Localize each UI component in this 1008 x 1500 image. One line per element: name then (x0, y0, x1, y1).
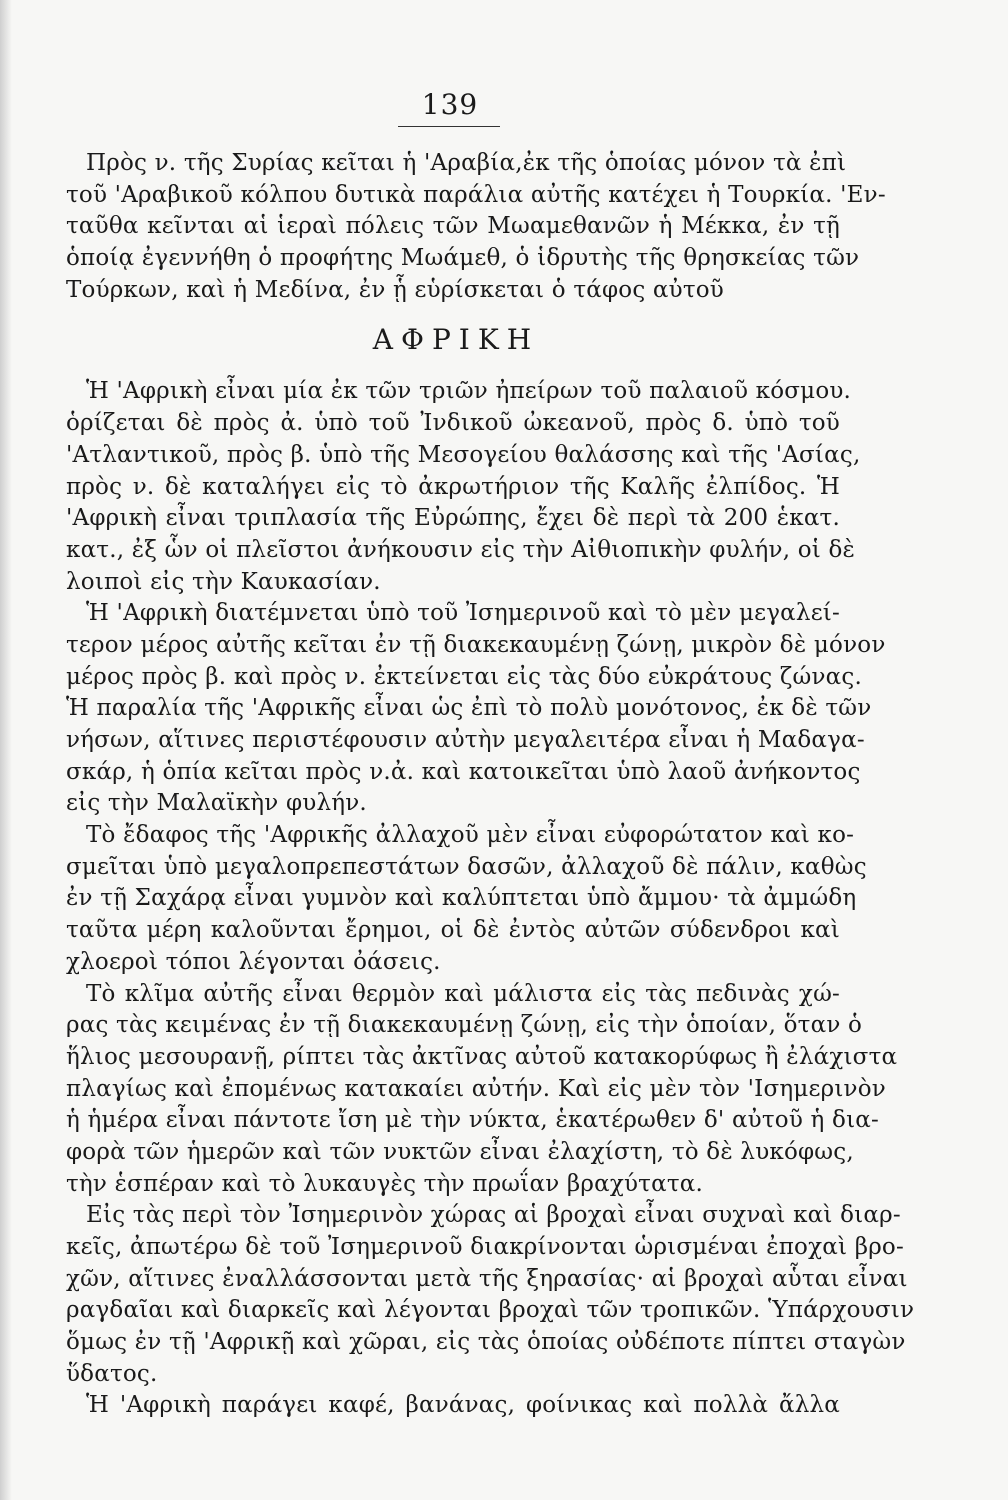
text-line: ταῦτα μέρη καλοῦνται ἔρημοι, οἱ δὲ ἐντὸς αὐτῶν σύδενδροι καὶ (66, 917, 840, 944)
text-line: κατ., ἐξ ὧν οἱ πλεῖστοι ἀνήκουσιν εἰς τὴν Αἰθιοπικὴν φυλήν, οἱ δὲ (66, 536, 856, 563)
text-line: Ἡ 'Αφρικὴ παράγει καφέ, βανάνας, φοίνικας καὶ πολλὰ ἄλλα (86, 1392, 840, 1419)
text-line: σμεῖται ὑπὸ μεγαλοπρεπεστάτων δασῶν, ἀλλαχοῦ δὲ πάλιν, καθὼς (66, 853, 867, 880)
text-line: εἰς τὴν Μαλαϊκὴν φυλήν. (66, 790, 367, 817)
paragraph-rains (66, 1200, 915, 1390)
text-line: ὅμως ἐν τῇ 'Αφρικῇ καὶ χῶραι, εἰς τὰς ὁποίας οὐδέποτε πίπτει σταγὼν (66, 1329, 906, 1356)
text-line: νήσων, αἵτινες περιστέφουσιν αὐτὴν μεγαλειτέρα εἶναι ἡ Μαδαγα- (66, 727, 865, 753)
text-line: πλαγίως καὶ ἐπομένως κατακαίει αὐτήν. Καὶ εἰς μὲν τὸν 'Ισημερινὸν (66, 1075, 886, 1102)
text-line: μέρος πρὸς β. καὶ πρὸς ν. ἐκτείνεται εἰς τὰς δύο εὐκράτους ζώνας. (66, 663, 862, 690)
text-line: ραγδαῖαι καὶ διαρκεῖς καὶ λέγονται βροχαὶ τῶν τροπικῶν. Ὑπάρχουσιν (66, 1297, 915, 1324)
text-line: Ἡ 'Αφρικὴ διατέμνεται ὑπὸ τοῦ Ἰσημερινοῦ καὶ τὸ μὲν μεγαλεί- (86, 600, 840, 627)
text-line: Τούρκων, καὶ ἡ Μεδίνα, ἐν ᾗ εὑρίσκεται ὁ τάφος αὐτοῦ (66, 276, 724, 303)
text-line: σκάρ, ἡ ὁπία κεῖται πρὸς ν.ἀ. καὶ κατοικεῖται ὑπὸ λαοῦ ἀνήκοντος (66, 758, 861, 785)
text-line: τερον μέρος αὐτῆς κεῖται ἐν τῇ διακεκαυμένῃ ζώνῃ, μικρὸν δὲ μόνον (66, 631, 886, 658)
text-line: Ἡ παραλία τῆς 'Αφρικῆς εἶναι ὡς ἐπὶ τὸ πολὺ μονότονος, ἐκ δὲ τῶν (66, 695, 872, 722)
text-line: Πρὸς ν. τῆς Συρίας κεῖται ἡ 'Αραβία,ἐκ τῆς ὁποίας μόνον τὰ ἐπὶ (86, 150, 847, 176)
page-number-rule (398, 126, 500, 127)
page-number: 139 (421, 88, 479, 121)
text-line: 'Αφρικὴ εἶναι τριπλασία τῆς Εὐρώπης, ἔχει δὲ περὶ τὰ 200 ἑκατ. (66, 505, 840, 532)
paragraph-climate (66, 979, 898, 1201)
text-line: χλοεροὶ τόποι λέγονται ὀάσεις. (66, 948, 441, 975)
text-line: ὁποίᾳ ἐγεννήθη ὁ προφήτης Μωάμεθ, ὁ ἱδρυτὴς τῆς θρησκείας τῶν (66, 245, 860, 272)
text-line: φορὰ τῶν ἡμερῶν καὶ τῶν νυκτῶν εἶναι ἐλαχίστη, τὸ δὲ λυκόφως, (66, 1138, 854, 1165)
text-line: πρὸς ν. δὲ καταλήγει εἰς τὸ ἀκρωτήριον τῆς Καλῆς ἐλπίδος. Ἡ (66, 473, 840, 500)
text-line: Εἰς τὰς περὶ τὸν Ἰσημερινὸν χώρας αἱ βροχαὶ εἶναι συχναὶ καὶ διαρ- (86, 1202, 901, 1229)
text-line: ἥλιος μεσουρανῇ, ρίπτει τὰς ἀκτῖνας αὐτοῦ κατακορύφως ἢ ἐλάχιστα (66, 1043, 898, 1070)
paragraph-products (66, 1390, 840, 1422)
text-line: ὕδατος. (66, 1360, 158, 1387)
text-line: κεῖς, ἀπωτέρω δὲ τοῦ Ἰσημερινοῦ διακρίνονται ὡρισμέναι ἐποχαὶ βρο- (66, 1234, 904, 1260)
text-line: ἡ ἡμέρα εἶναι πάντοτε ἴση μὲ τὴν νύκτα, ἑκατέρωθεν δ' αὐτοῦ ἡ δια- (66, 1107, 879, 1134)
paragraph-zones (66, 598, 886, 820)
text-line: ὁρίζεται δὲ πρὸς ἀ. ὑπὸ τοῦ Ἰνδικοῦ ὠκεανοῦ, πρὸς δ. ὑπὸ τοῦ (66, 410, 840, 437)
intro-paragraph (66, 148, 886, 306)
section-heading: ΑΦΡΙΚΗ (372, 323, 540, 357)
text-line: ταῦθα κεῖνται αἱ ἱεραὶ πόλεις τῶν Μωαμεθανῶν ἡ Μέκκα, ἐν τῇ (66, 213, 840, 240)
text-line: Τὸ κλῖμα αὐτῆς εἶναι θερμὸν καὶ μάλιστα εἰς τὰς πεδινὰς χώ- (86, 980, 840, 1007)
body-text (66, 148, 915, 1422)
text-line: τὴν ἑσπέραν καὶ τὸ λυκαυγὲς τὴν πρωΐαν βραχύτατα. (66, 1170, 703, 1197)
paragraph-boundaries (66, 376, 861, 598)
binding-edge (0, 0, 12, 1500)
text-line: τοῦ 'Αραβικοῦ κόλπου δυτικὰ παράλια αὐτῆς κατέχει ἡ Τουρκία. 'Εν- (66, 181, 886, 208)
text-line: Ἡ 'Αφρικὴ εἶναι μία ἐκ τῶν τριῶν ἠπείρων τοῦ παλαιοῦ κόσμου. (86, 378, 852, 405)
text-line: λοιποὶ εἰς τὴν Καυκασίαν. (66, 568, 381, 595)
text-line: Τὸ ἔδαφος τῆς 'Αφρικῆς ἀλλαχοῦ μὲν εἶναι εὐφορώτατον καὶ κο- (86, 822, 855, 849)
paragraph-soil (66, 820, 867, 978)
text-line: ἐν τῇ Σαχάρᾳ εἶναι γυμνὸν καὶ καλύπτεται ὑπὸ ἄμμου· τὰ ἀμμώδη (66, 885, 857, 912)
text-line: χῶν, αἵτινες ἐναλλάσσονται μετὰ τῆς ξηρασίας· αἱ βροχαὶ αὗται εἶναι (66, 1265, 908, 1292)
text-line: ρας τὰς κειμένας ἐν τῇ διακεκαυμένῃ ζώνῃ, εἰς τὴν ὁποίαν, ὅταν ὁ (66, 1012, 863, 1039)
text-line: 'Ατλαντικοῦ, πρὸς β. ὑπὸ τῆς Μεσογείου θαλάσσης καὶ τῆς 'Ασίας, (66, 441, 861, 468)
